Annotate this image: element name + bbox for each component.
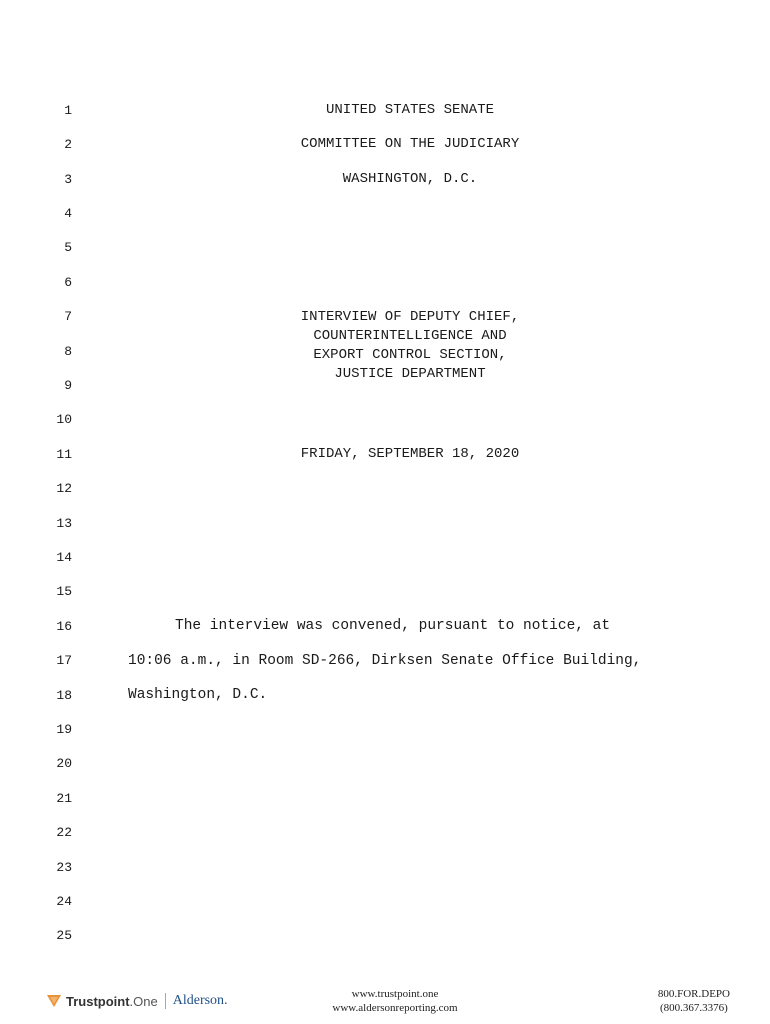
- footer-websites: [290, 987, 500, 1015]
- line-number: 19: [56, 722, 72, 737]
- line-number: 3: [64, 172, 72, 187]
- interview-title-line: JUSTICE DEPARTMENT: [334, 366, 486, 382]
- header-location: WASHINGTON, D.C.: [342, 171, 478, 187]
- line-number: 22: [56, 825, 72, 840]
- footer-phone: [658, 987, 730, 1015]
- line-number: 6: [64, 275, 72, 290]
- line-number: 18: [56, 688, 72, 703]
- website-alderson: www.aldersonreporting.com: [332, 1002, 458, 1014]
- line-number: 11: [56, 447, 72, 462]
- header-senate: UNITED STATES SENATE: [325, 102, 495, 118]
- interview-date: FRIDAY, SEPTEMBER 18, 2020: [300, 446, 520, 462]
- logo-trustpoint-text: Trustpoint: [66, 993, 130, 1009]
- phone-number: (800.367.3376): [660, 1002, 728, 1014]
- line-number: 21: [56, 791, 72, 806]
- line-number: 9: [64, 378, 72, 393]
- line-number: 16: [56, 619, 72, 634]
- line-number: 2: [64, 137, 72, 152]
- logo-alderson-text: Alderson.: [172, 993, 228, 1008]
- header-committee: COMMITTEE ON THE JUDICIARY: [300, 136, 520, 152]
- line-number: 4: [64, 206, 72, 221]
- interview-title-line: EXPORT CONTROL SECTION,: [313, 347, 507, 363]
- line-number: 8: [64, 344, 72, 359]
- line-number: 24: [56, 894, 72, 909]
- phone-word: 800.FOR.DEPO: [657, 988, 730, 1000]
- line-number: 1: [64, 103, 72, 118]
- body-text-line: The interview was convened, pursuant to notice, at: [175, 618, 611, 634]
- line-number: 23: [56, 860, 72, 875]
- body-text-line: 10:06 a.m., in Room SD-266, Dirksen Senate Office Building,: [128, 653, 642, 669]
- line-number: 25: [56, 928, 72, 943]
- line-number: 17: [56, 653, 72, 668]
- interview-title-line: COUNTERINTELLIGENCE AND: [313, 328, 507, 344]
- page-footer: [0, 984, 770, 1020]
- trustpoint-shield-icon: [46, 994, 62, 1008]
- line-number: 13: [56, 516, 72, 531]
- line-number: 12: [56, 481, 72, 496]
- body-text-line: Washington, D.C.: [128, 687, 268, 703]
- website-trustpoint: www.trustpoint.one: [351, 988, 439, 1000]
- line-number: 5: [64, 240, 72, 255]
- line-number: 10: [56, 412, 72, 427]
- line-number: 15: [56, 584, 72, 599]
- logo-one-text: .One: [129, 993, 158, 1009]
- line-number: 7: [64, 309, 72, 324]
- interview-title-line: INTERVIEW OF DEPUTY CHIEF,: [300, 309, 520, 325]
- line-number: 20: [56, 756, 72, 771]
- trustpoint-alderson-logo: [46, 992, 228, 1010]
- logo-divider: [165, 993, 166, 1009]
- line-number: 14: [56, 550, 72, 565]
